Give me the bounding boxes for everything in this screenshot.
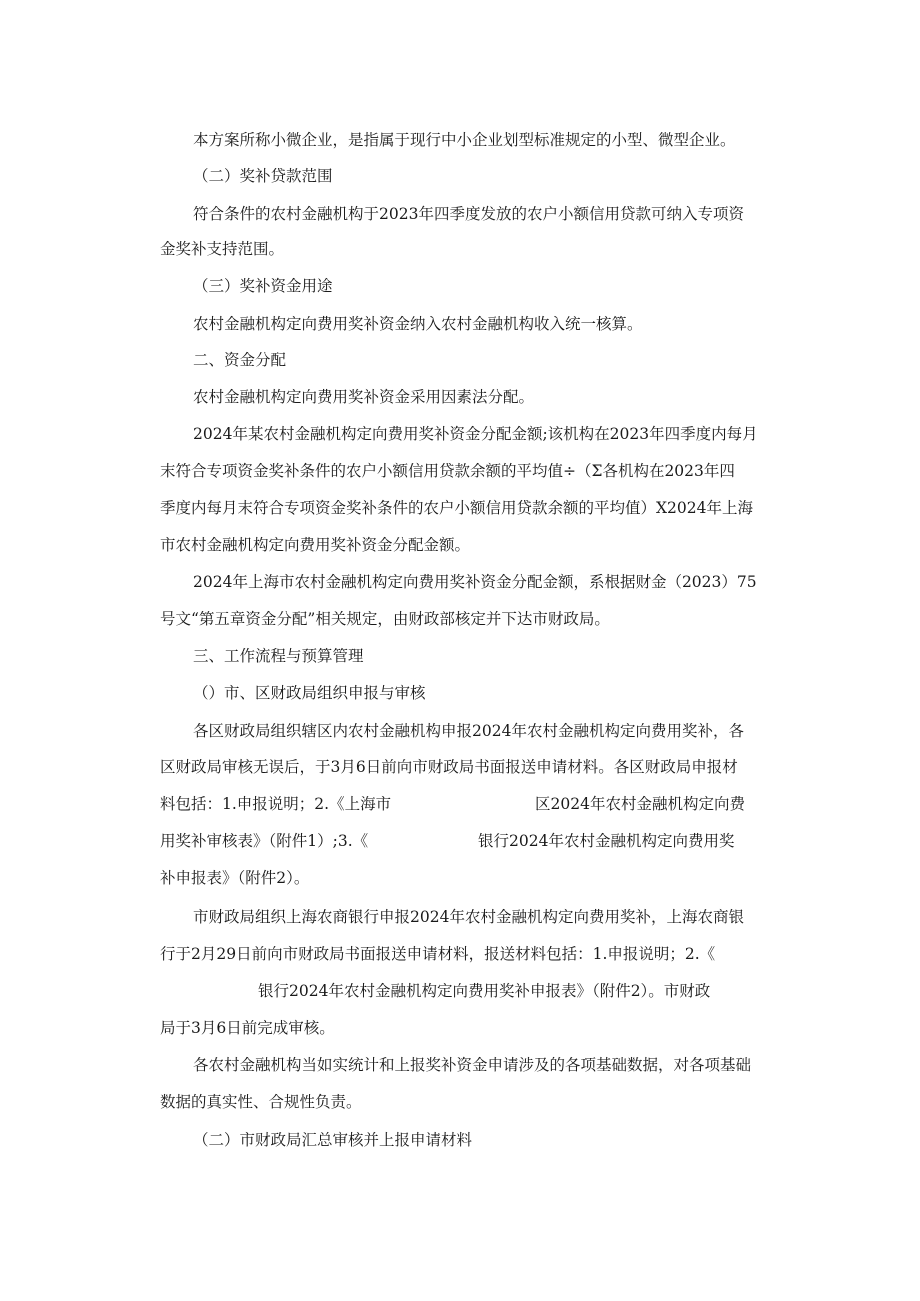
section-heading: （二）奖补贷款范围 — [193, 167, 333, 185]
section-heading: 三、工作流程与预算管理 — [193, 647, 364, 665]
paragraph-line: 用奖补审核表》（附件1）;3.《 — [160, 832, 369, 850]
paragraph-line: 行于2月29日前向市财政局书面报送申请材料，报送材料包括：1.申报说明；2.《 — [160, 945, 716, 963]
paragraph-line: 农村金融机构定向费用奖补资金采用因素法分配。 — [193, 388, 535, 406]
paragraph-line: 市农村金融机构定向费用奖补资金分配金额。 — [160, 536, 471, 554]
section-heading: 二、资金分配 — [193, 351, 287, 369]
paragraph-line: 末符合专项资金奖补条件的农户小额信用贷款余额的平均值÷（Σ各机构在2023年四 — [160, 462, 735, 480]
paragraph-line: 区财政局审核无误后，于3月6日前向市财政局书面报送申请材料。各区财政局申报材 — [160, 758, 738, 776]
paragraph-line: 号文“第五章资金分配”相关规定，由财政部核定并下达市财政局。 — [160, 610, 610, 628]
paragraph-line: 银行2024年农村金融机构定向费用奖 — [478, 832, 735, 850]
section-heading: （）市、区财政局组织申报与审核 — [193, 684, 426, 702]
paragraph-line: 料包括：1.申报说明；2.《上海市 — [160, 795, 392, 813]
paragraph-line: 各农村金融机构当如实统计和上报奖补资金申请涉及的各项基础数据，对各项基础 — [193, 1056, 752, 1074]
paragraph-line: 符合条件的农村金融机构于2023年四季度发放的农户小额信用贷款可纳入专项资 — [193, 205, 744, 223]
paragraph-line: 数据的真实性、合规性负责。 — [160, 1093, 362, 1111]
paragraph-line: 季度内每月末符合专项资金奖补条件的农户小额信用贷款余额的平均值）X2024年上海 — [160, 499, 753, 517]
paragraph-line: 2024年某农村金融机构定向费用奖补资金分配金额;该机构在2023年四季度内每月 — [193, 425, 758, 443]
paragraph-line: 局于3月6日前完成审核。 — [160, 1019, 335, 1037]
paragraph-line: 各区财政局组织辖区内农村金融机构申报2024年农村金融机构定向费用奖补，各 — [193, 722, 744, 740]
paragraph-line: 区2024年农村金融机构定向费 — [535, 795, 745, 813]
paragraph-line: 市财政局组织上海农商银行申报2024年农村金融机构定向费用奖补，上海农商银 — [193, 908, 744, 926]
paragraph-line: 2024年上海市农村金融机构定向费用奖补资金分配金额，系根据财金（2023）75 — [193, 573, 757, 591]
section-heading: （三）奖补资金用途 — [193, 277, 333, 295]
paragraph-line: 农村金融机构定向费用奖补资金纳入农村金融机构收入统一核算。 — [193, 315, 643, 333]
paragraph-line: 金奖补支持范围。 — [160, 240, 285, 258]
section-heading: （二）市财政局汇总审核并上报申请材料 — [193, 1131, 473, 1149]
paragraph-line: 本方案所称小微企业，是指属于现行中小企业划型标准规定的小型、微型企业。 — [193, 131, 736, 149]
paragraph-line: 补申报表》（附件2）。 — [160, 869, 310, 887]
paragraph-line: 银行2024年农村金融机构定向费用奖补申报表》（附件2）。市财政 — [258, 982, 711, 1000]
